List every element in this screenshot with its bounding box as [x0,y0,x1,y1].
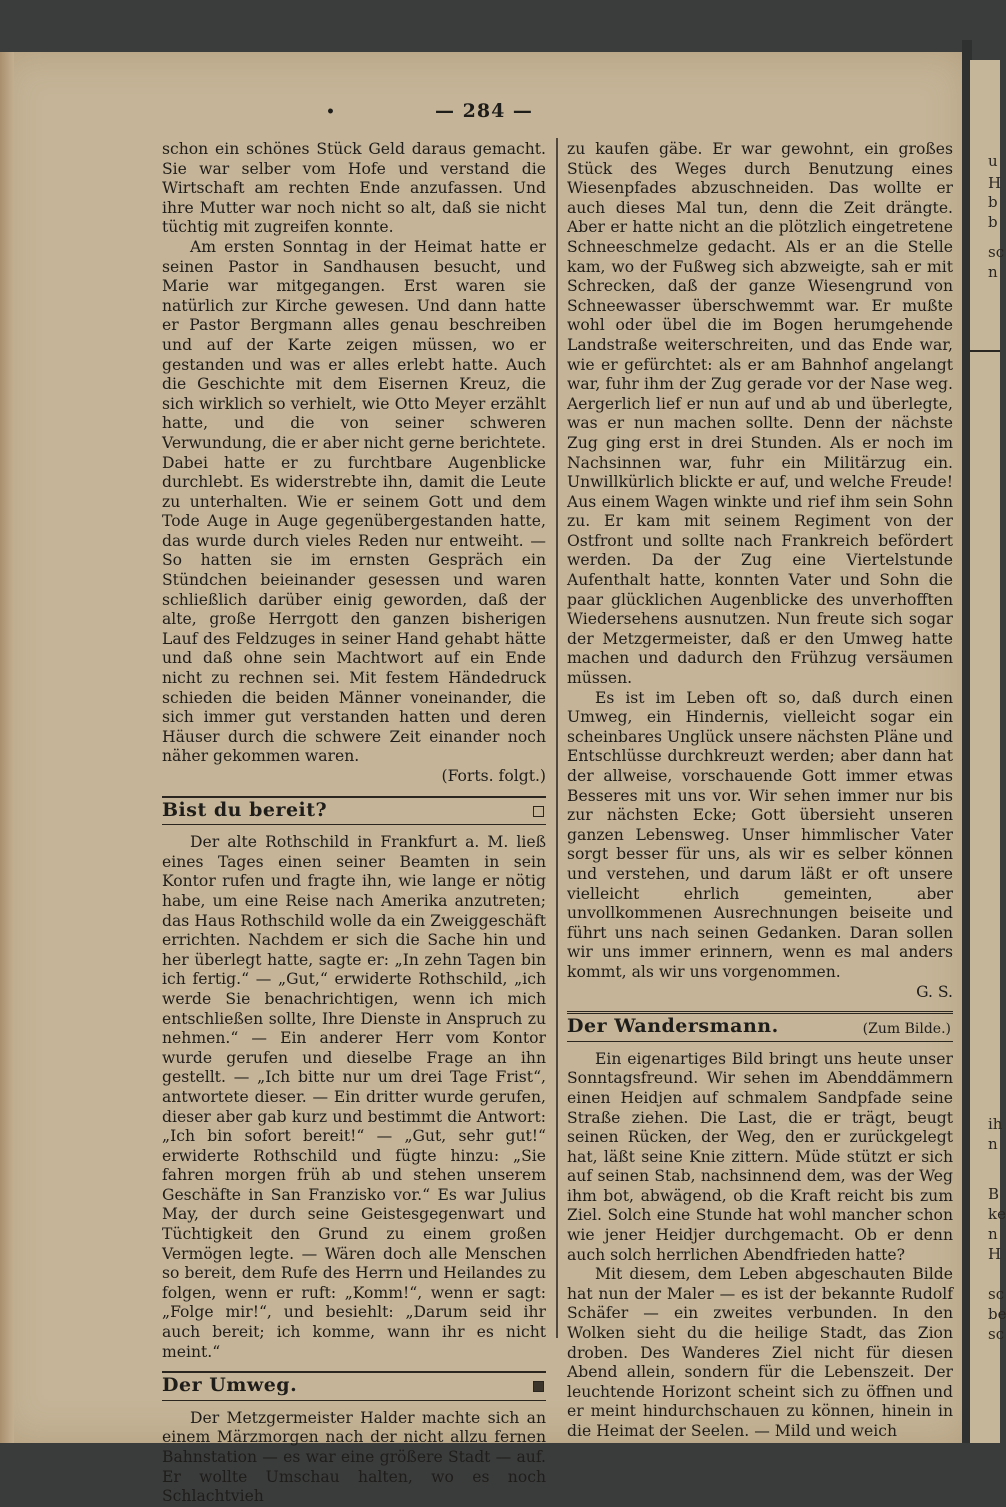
next-page-fragment: ke [988,1205,1006,1223]
next-page-fragment: b [988,213,998,231]
square-ornament-icon [533,806,544,817]
continuation-note: (Forts. folgt.) [441,767,546,785]
section-paragraph: Ein eigenartiges Bild bringt uns heute unser Sonntagsfreund. Wir sehen im Abenddämmern einen Heidjen auf schmalem Sandpfade seine Straße ziehen. Die Last, die er trägt, beugt seinen Rücken, der Weg, den er zurückgelegt hat, läßt seine Knie zittern. Müde stützt er sich auf seinen Stab, nachsinnend dem, was der Weg ihm bot, abwägend, ob die Kraft reicht bis zum Ziel. Solch eine Stunde hat wohl mancher schon wie jener Heidjer durchgemacht. Ob er denn auch solch herrlichen Abendfrieden hatte? [567,1049,953,1264]
next-page-rule [970,350,1000,352]
story-paragraph: Am ersten Sonntag in der Heimat hatte er seinen Pastor in Sandhausen besucht, und Marie war mitgegangen. Erst waren sie natürlich zur Kirche gewesen. Und dann hatte er Pastor Bergmann alles genau beschreiben und auf der Karte zeigen müssen, wo er gestanden und was er alles erlebt hatte. Auch die Geschichte mit dem Eisernen Kreuz, die sich wirklich so verhielt, wie Otto Meyer erzählt hatte, und die von seiner schweren Verwundung, die er aber nicht gerne berichtete. Dabei hatte er zu furchtbare Augenblicke durchlebt. Es widerstrebte ihn, damit die Leute zu unterhalten. Wie er seinem Gott und dem Tode Auge in Auge gegenübergestanden hatte, das wurde durch vieles Reden nur entweiht. — So hatten sie im ernsten Gespräch ein Stündchen beieinander gesessen und waren schließlich darüber einig geworden, daß der alte, große Herrgott den ganzen bisherigen Lauf des Feldzuges in seiner Hand gehabt hätte und daß ohne sein Machtwort auf ein Ende nicht zu rechnen sei. Mit festem Händedruck schieden die beiden Männer voneinander, die sich immer gut verstanden hatten und deren Häuser durch die schwere Zeit einander noch näher gekommen waren. [162,237,546,766]
next-page-fragment: H [988,1245,1002,1263]
next-page-fragment: sc [988,1285,1005,1303]
right-column [567,140,953,1442]
section-title: Der Wandersmann. [567,1015,779,1038]
page-number: — 284 — [435,100,533,122]
next-page-fragment: n [988,1225,998,1243]
next-page-fragment: n [988,263,998,281]
next-page-fragment: n [988,1135,998,1153]
author-signature: G. S. [916,982,953,1001]
section-paragraph: Mit diesem, dem Leben abgeschauten Bilde hat nun der Maler — es ist der bekannte Rudolf Schäfer — ein zweites verbunden. In den Wolken sieht du die heilige Stadt, das Zion droben. Des Wanderes Ziel nicht für diesen Abend allein, sondern für die Lebenszeit. Der leuchtende Horizont scheint sich zu öffnen und er meint hindurchschauen zu können, hinein in die Heimat der Seelen. — Mild und weich [567,1265,953,1440]
square-ornament-icon [533,1381,544,1392]
column-divider [556,138,558,1338]
left-column [162,140,546,1507]
next-page-fragment: u [988,152,998,170]
ink-dot: • [326,104,336,120]
section-paragraph: Es ist im Leben oft so, daß durch einen Umweg, ein Hindernis, vielleicht sogar ein scheinbares Unglück unsere nächsten Pläne und Entschlüsse durchkreuzt werden; aber dann hat der allweise, vorschauende Gott immer etwas Besseres mit uns vor. Wir sehen immer nur bis zur nächsten Ecke; Gott übersieht unseren ganzen Lebensweg. Unser himmlischer Vater sorgt besser für uns, als wir es selber können und verstehen, und darum läßt er oft unsere vielleicht ehrlich gemeinten, aber unvollkommenen Ausrechnungen beiseite und führt uns nach seinen Gedanken. Daran sollen wir uns immer erinnern, wenn es mal anders kommt, als wir uns vorgenommen. [567,688,953,981]
section-paragraph: Der alte Rothschild in Frankfurt a. M. ließ eines Tages einen seiner Beamten in sein Kontor rufen und fragte ihn, wie lange er nötig habe, um eine Reise nach Amerika anzutreten; das Haus Rothschild wolle da ein Zweiggeschäft errichten. Nachdem er sich die Sache hin und her überlegt hatte, sagte er: „In zehn Tagen bin ich fertig.“ — „Gut,“ erwiderte Rothschild, „ich werde Sie benachrichtigen, wenn ich mich entschließen sollte, Ihre Dienste in Anspruch zu nehmen.“ — Ein anderer Herr vom Kontor wurde gerufen und dieselbe Frage an ihn gestellt. — „Ich bitte nur um drei Tage Frist“, antwortete dieser. — Ein dritter wurde gerufen, dieser aber gab kurz und bestimmt die Antwort: „Ich bin sofort bereit!“ — „Gut, sehr gut!“ erwiderte Rothschild und fügte hinzu: „Sie fahren morgen früh ab und stehen unserem Geschäfte in San Franzisko vor.“ Es war Julius May, der durch seine Geistesgegenwart und Tüchtigkeit den Grund zu einem großen Vermögen legte. — Wären doch alle Menschen so bereit, dem Rufe des Herrn und Heilandes zu folgen, wenn er ruft: „Komm!“, wenn er sagt: „Folge mir!“, und besiehlt: „Darum seid ihr auch bereit; ich komme, wann ihr es nicht meint.“ [162,833,546,1361]
section-heading-block [162,796,546,826]
next-page-strip [970,60,1006,1443]
next-page-fragment: sc [988,1325,1005,1343]
page-edge [0,52,14,1443]
next-page-fragment: be [988,1305,1006,1323]
next-page-fragment: B [988,1185,1000,1203]
section-paragraph: zu kaufen gäbe. Er war gewohnt, ein großes Stück des Weges durch Benutzung eines Wiesenpfades abzuschneiden. Das wollte er auch dieses Mal tun, denn die Zeit drängte. Aber er hatte nicht an die plötzlich eingetretene Schneeschmelze gedacht. Als er an die Stelle kam, wo der Fußweg sich abzweigte, sah er mit Schrecken, daß der ganze Wiesengrund von Schneewasser überschwemmt war. Er mußte wohl oder übel die im Bogen herumgehende Landstraße weiterschreiten, und das Ende war, wie er gefürchtet: als er am Bahnhof angelangt war, fuhr ihm der Zug gerade vor der Nase weg. Aergerlich lief er nun auf und ab und überlegte, was er nun machen sollte. Denn der nächste Zug ging erst in drei Stunden. Als er noch im Nachsinnen war, fuhr ein Militärzug ein. Unwillkürlich blickte er auf, und welche Freude! Aus einem Wagen winkte und rief ihm sein Sohn zu. Er kam mit seinem Regiment von der Ostfront und sollte nach Frankreich befördert werden. Da der Zug eine Viertelstunde Aufenthalt hatte, konnten Vater und Sohn die paar glücklichen Augenblicke des unverhofften Wiedersehens ausnutzen. Nun freute sich sogar der Metzgermeister, daß er den Umweg hatte machen und dadurch den Frühzug versäumen müssen. [567,140,953,688]
section-title: Der Umweg. [162,1374,298,1397]
section-note: (Zum Bilde.) [862,1021,951,1038]
section-heading-block [162,1371,546,1401]
page-header [0,100,968,122]
next-page-fragment: sc [988,243,1005,261]
section-paragraph: Der Metzgermeister Halder machte sich an einem Märzmorgen nach der nicht allzu fernen Bahnstation — es war eine größere Stadt — auf. Er wollte Umschau halten, wo es noch Schlachtvieh [162,1408,546,1506]
next-page-fragment: ih [988,1115,1003,1133]
section-heading-block [567,1011,953,1042]
story-paragraph: schon ein schönes Stück Geld daraus gemacht. Sie war selber vom Hofe und verstand die Wirtschaft am rechten Ende anzufassen. Und ihre Mutter war noch nicht so alt, daß sie nicht tüchtig mit zugreifen konnte. [162,140,546,237]
next-page-fragment: b [988,193,998,211]
next-page-fragment: H [988,174,1002,192]
section-title: Bist du bereit? [162,798,328,821]
